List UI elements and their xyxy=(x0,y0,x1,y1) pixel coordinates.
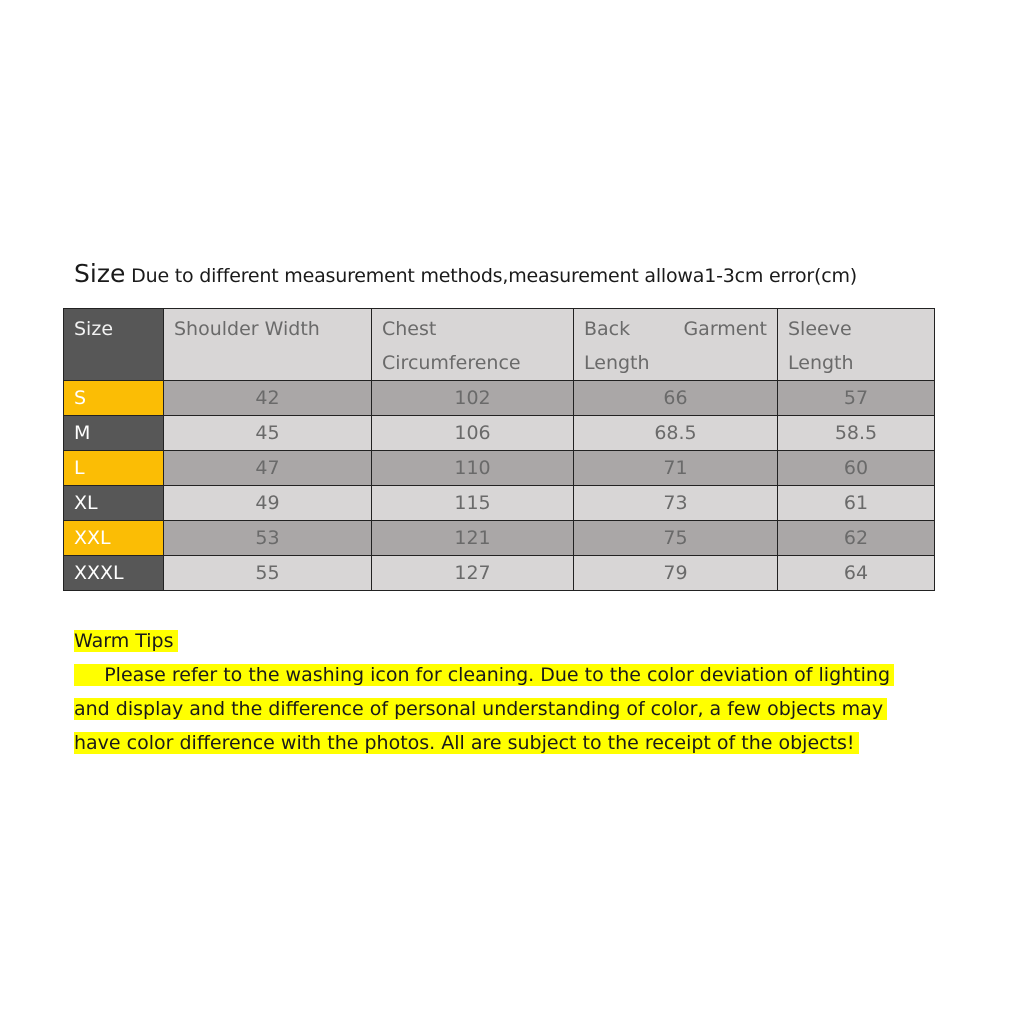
size-heading-note: Due to different measurement methods,measurement allowa1-3cm error(cm) xyxy=(131,265,858,287)
warm-tips-line-2 xyxy=(74,692,954,726)
back-length-cell: 68.5 xyxy=(574,416,778,451)
warm-tips-line-1 xyxy=(74,658,954,692)
chest-cell: 115 xyxy=(372,486,574,521)
chest-cell: 127 xyxy=(372,556,574,591)
table-row xyxy=(64,521,935,556)
header-size-label: Size xyxy=(74,318,114,340)
table-row xyxy=(64,556,935,591)
header-back-line2: Length xyxy=(584,352,650,374)
sleeve-cell: 62 xyxy=(778,521,935,556)
size-table xyxy=(63,308,935,591)
table-header-row xyxy=(64,309,935,381)
shoulder-cell: 47 xyxy=(164,451,372,486)
shoulder-cell: 42 xyxy=(164,381,372,416)
header-shoulder-width xyxy=(164,309,372,381)
sleeve-cell: 60 xyxy=(778,451,935,486)
header-back-garment-length xyxy=(574,309,778,381)
size-cell: XL xyxy=(64,486,164,521)
chest-cell: 102 xyxy=(372,381,574,416)
back-length-cell: 73 xyxy=(574,486,778,521)
sleeve-cell: 61 xyxy=(778,486,935,521)
header-size xyxy=(64,309,164,381)
warm-tips-line-1-content: Please refer to the washing icon for cleaning. Due to the color deviation of lighting xyxy=(104,664,891,686)
header-sleeve-line2: Length xyxy=(788,352,854,374)
chest-cell: 121 xyxy=(372,521,574,556)
size-heading-label: Size xyxy=(74,259,126,288)
table-row xyxy=(64,381,935,416)
chest-cell: 110 xyxy=(372,451,574,486)
sleeve-cell: 58.5 xyxy=(778,416,935,451)
back-length-cell: 75 xyxy=(574,521,778,556)
header-back-word1: Back xyxy=(584,318,631,340)
warm-tips-line-2-text: and display and the difference of personal understanding of color, a few objects may xyxy=(74,698,887,720)
size-cell: S xyxy=(64,381,164,416)
back-length-cell: 71 xyxy=(574,451,778,486)
warm-tips-line-3 xyxy=(74,726,954,760)
table-row xyxy=(64,451,935,486)
size-cell: XXXL xyxy=(64,556,164,591)
header-back-line1 xyxy=(584,312,767,346)
header-sleeve-length xyxy=(778,309,935,381)
header-chest-line2: Circumference xyxy=(382,352,521,374)
size-cell: L xyxy=(64,451,164,486)
shoulder-cell: 45 xyxy=(164,416,372,451)
back-length-cell: 79 xyxy=(574,556,778,591)
warm-tips-title: Warm Tips xyxy=(74,630,178,652)
shoulder-cell: 49 xyxy=(164,486,372,521)
size-heading xyxy=(74,256,974,294)
shoulder-cell: 53 xyxy=(164,521,372,556)
header-shoulder-label: Shoulder Width xyxy=(174,318,320,340)
sleeve-cell: 57 xyxy=(778,381,935,416)
header-chest-line1: Chest xyxy=(382,318,437,340)
chest-cell: 106 xyxy=(372,416,574,451)
table-row xyxy=(64,486,935,521)
sleeve-cell: 64 xyxy=(778,556,935,591)
warm-tips xyxy=(74,624,954,760)
warm-tips-line-1-text xyxy=(74,664,894,686)
shoulder-cell: 55 xyxy=(164,556,372,591)
header-sleeve-line1: Sleeve xyxy=(788,318,852,340)
warm-tips-title-line xyxy=(74,624,954,658)
size-cell: M xyxy=(64,416,164,451)
header-back-word2: Garment xyxy=(683,318,767,340)
table-row xyxy=(64,416,935,451)
back-length-cell: 66 xyxy=(574,381,778,416)
warm-tips-line-3-text: have color difference with the photos. All are subject to the receipt of the objects! xyxy=(74,732,859,754)
header-chest-circumference xyxy=(372,309,574,381)
size-cell: XXL xyxy=(64,521,164,556)
